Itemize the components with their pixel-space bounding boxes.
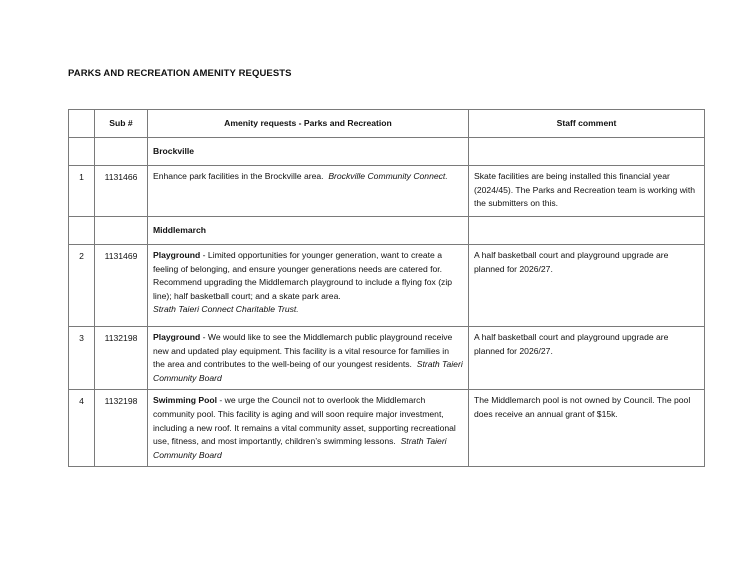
header-number (69, 110, 95, 138)
header-sub: Sub # (95, 110, 148, 138)
submission-number: 1131469 (95, 245, 148, 327)
header-comment: Staff comment (469, 110, 705, 138)
row-number: 2 (69, 245, 95, 327)
request-text: - We would like to see the Middlemarch public playground receive new and updated play equipment. This facility is a vital resource for families in the area and contributes to the well-being of our youngest residents. (153, 332, 453, 370)
staff-comment: A half basketball court and playground upgrade are planned for 2026/27. (469, 327, 705, 390)
staff-comment: Skate facilities are being installed this financial year (2024/45). The Parks and Recreation team is working with the submitters on this. (469, 166, 705, 217)
request-text: - Limited opportunities for younger generation, want to create a feeling of belonging, and ensure younger generations needs are catered for. Recommend upgrading the Middlemarch playground to include a flying fox (zip line); half basketball court; and a skate park area. (153, 250, 453, 301)
section-row-middlemarch (69, 217, 705, 245)
table-row (69, 166, 705, 217)
request-cell (148, 245, 469, 327)
submitter-name: Strath Taieri Community Board (153, 436, 447, 460)
section-label: Middlemarch (148, 217, 469, 245)
submission-number: 1132198 (95, 327, 148, 390)
section-label: Brockville (148, 138, 469, 166)
request-cell (148, 390, 469, 467)
request-text: Enhance park facilities in the Brockville area. (153, 171, 324, 181)
header-request: Amenity requests - Parks and Recreation (148, 110, 469, 138)
table-row (69, 327, 705, 390)
table-header-row (69, 110, 705, 138)
amenity-requests-table (68, 109, 705, 467)
row-number: 1 (69, 166, 95, 217)
request-cell (148, 327, 469, 390)
staff-comment: A half basketball court and playground upgrade are planned for 2026/27. (469, 245, 705, 327)
submitter-name: Brockville Community Connect. (328, 171, 448, 181)
request-cell (148, 166, 469, 217)
submission-number: 1132198 (95, 390, 148, 467)
request-title: Playground (153, 250, 201, 260)
table-row (69, 245, 705, 327)
row-number: 3 (69, 327, 95, 390)
page-title: PARKS AND RECREATION AMENITY REQUESTS (68, 68, 292, 79)
section-row-brockville (69, 138, 705, 166)
submitter-name: Strath Taieri Connect Charitable Trust. (153, 304, 299, 315)
request-title: Swimming Pool (153, 395, 217, 406)
staff-comment: The Middlemarch pool is not owned by Council. The pool does receive an annual grant of $15k. (469, 390, 705, 467)
submitter-name: Strath Taieri Community Board (153, 359, 463, 383)
table-row (69, 390, 705, 467)
row-number: 4 (69, 390, 95, 467)
submission-number: 1131466 (95, 166, 148, 217)
request-title: Playground (153, 332, 201, 342)
request-text: - we urge the Council not to overlook the Middlemarch community pool. This facility is aging and will soon require major investment, including a new roof. It remains a vital community asset, supporting recreational use, fitness, and most importantly, children’s swimming lessons. (153, 395, 456, 447)
